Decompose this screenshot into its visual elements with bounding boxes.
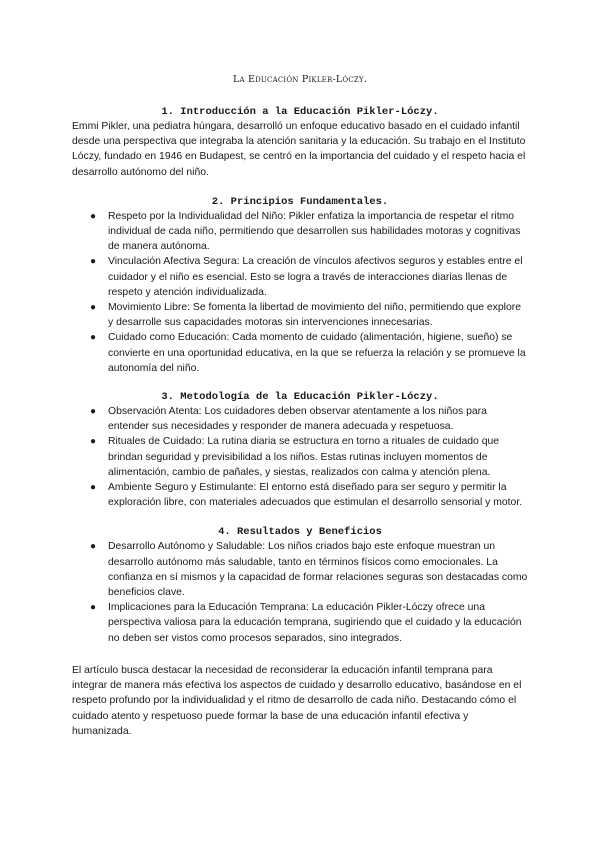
bullet-icon: ● — [90, 210, 97, 222]
list-item-text: Movimiento Libre: Se fomenta la libertad de movimiento del niño, permitiendo que explore y desarrolle sus capacidades motoras sin intervenciones innecesarias. — [108, 302, 521, 329]
bullet-icon: ● — [90, 256, 97, 268]
bullet-list — [72, 539, 528, 645]
list-item — [72, 539, 528, 600]
section-methodology — [72, 390, 528, 510]
bullet-icon: ● — [90, 302, 97, 314]
list-item-text: Respeto por la Individualidad del Niño: Pikler enfatiza la importancia de respetar el ritmo individual de cada niño, permitiendo que desarrollen sus habilidades motoras y cognitivas de manera autónoma. — [108, 210, 521, 253]
list-item — [72, 330, 528, 376]
section-heading: 4. Resultados y Beneficios — [218, 526, 382, 539]
list-item-text: Observación Atenta: Los cuidadores deben observar atentamente a los niños para entender sus necesidades y responder de manera adecuada y respetuosa. — [108, 406, 487, 433]
bullet-icon: ● — [90, 436, 97, 448]
list-item — [72, 209, 528, 255]
list-item — [72, 434, 528, 480]
list-item-text: Implicaciones para la Educación Temprana: La educación Pikler-Lóczy ofrece una perspectiva valiosa para la educación temprana, sugiriendo que el cuidado y la educación no deben ser vistos como procesos separados, sino integrados. — [108, 602, 522, 644]
list-item — [72, 600, 528, 646]
list-item-text: Ambiente Seguro y Estimulante: El entorno está diseñado para ser seguro y permitir la exploración libre, con materiales adecuados que estimulan el desarrollo sensorial y motor. — [108, 482, 523, 509]
bullet-icon: ● — [90, 332, 97, 344]
list-item-text: Desarrollo Autónomo y Saludable: Los niños criados bajo este enfoque muestran un desarrollo autónomo más saludable, tanto en términos físicos como emocionales. La confianza en sí mismos y la capacidad de formar relaciones seguras son destacadas como beneficios clave. — [108, 541, 528, 599]
document-body — [72, 105, 528, 739]
list-item — [72, 300, 528, 330]
list-item-text: Cuidado como Educación: Cada momento de cuidado (alimentación, higiene, sueño) se convierte en una oportunidad educativa, en la que se refuerza la relación y se promueve la autonomía del niño. — [108, 332, 526, 374]
section-heading: 1. Introducción a la Educación Pikler-Lóczy. — [161, 106, 439, 118]
bullet-list — [72, 209, 528, 376]
bullet-icon: ● — [90, 541, 97, 553]
section-principles — [72, 195, 528, 376]
bullet-icon: ● — [90, 602, 97, 614]
document-title: La Educación Pikler-Lóczy. — [233, 74, 367, 85]
bullet-list — [72, 404, 528, 510]
section-results — [72, 525, 528, 645]
list-item — [72, 480, 528, 510]
list-item — [72, 404, 528, 434]
section-introduction — [72, 105, 528, 180]
list-item — [72, 254, 528, 300]
bullet-icon: ● — [90, 406, 97, 418]
section-heading: 3. Metodología de la Educación Pikler-Lóczy. — [161, 391, 439, 404]
bullet-icon: ● — [90, 482, 97, 494]
list-item-text: Rituales de Cuidado: La rutina diaria se estructura en torno a rituales de cuidado que brindan seguridad y previsibilidad a los niños. Estas rutinas incluyen momentos de alimentación, cambio de pañales, y siestas, realizados con calma y atención plena. — [108, 436, 500, 478]
section-paragraph: Emmi Pikler, una pediatra húngara, desarrolló un enfoque educativo basado en el cuidado infantil desde una perspectiva que integraba la atención sanitaria y la educación. Su trabajo en el Instituto Lóczy, fundado en 1946 en Budapest, se centró en la importancia del cuidado y el respeto hacia el desarrollo autónomo del niño. — [72, 121, 526, 178]
section-heading: 2. Principios Fundamentales. — [211, 195, 389, 208]
list-item-text: Vinculación Afectiva Segura: La creación de vínculos afectivos seguros y estables entre el cuidador y el niño es esencial. Esto se logra a través de interacciones diarias llenas de respeto y atención individualizada. — [108, 256, 523, 298]
closing-paragraph: El artículo busca destacar la necesidad de reconsiderar la educación infantil temprana para integrar de manera más efectiva los aspectos de cuidado y desarrollo educativo, basándose en el respeto profundo por la individualidad y el ritmo de desarrollo de cada niño. Destacando cómo el cuidado atento y respetuoso puede formar la base de una educación infantil efectiva y humanizada. — [72, 664, 522, 737]
